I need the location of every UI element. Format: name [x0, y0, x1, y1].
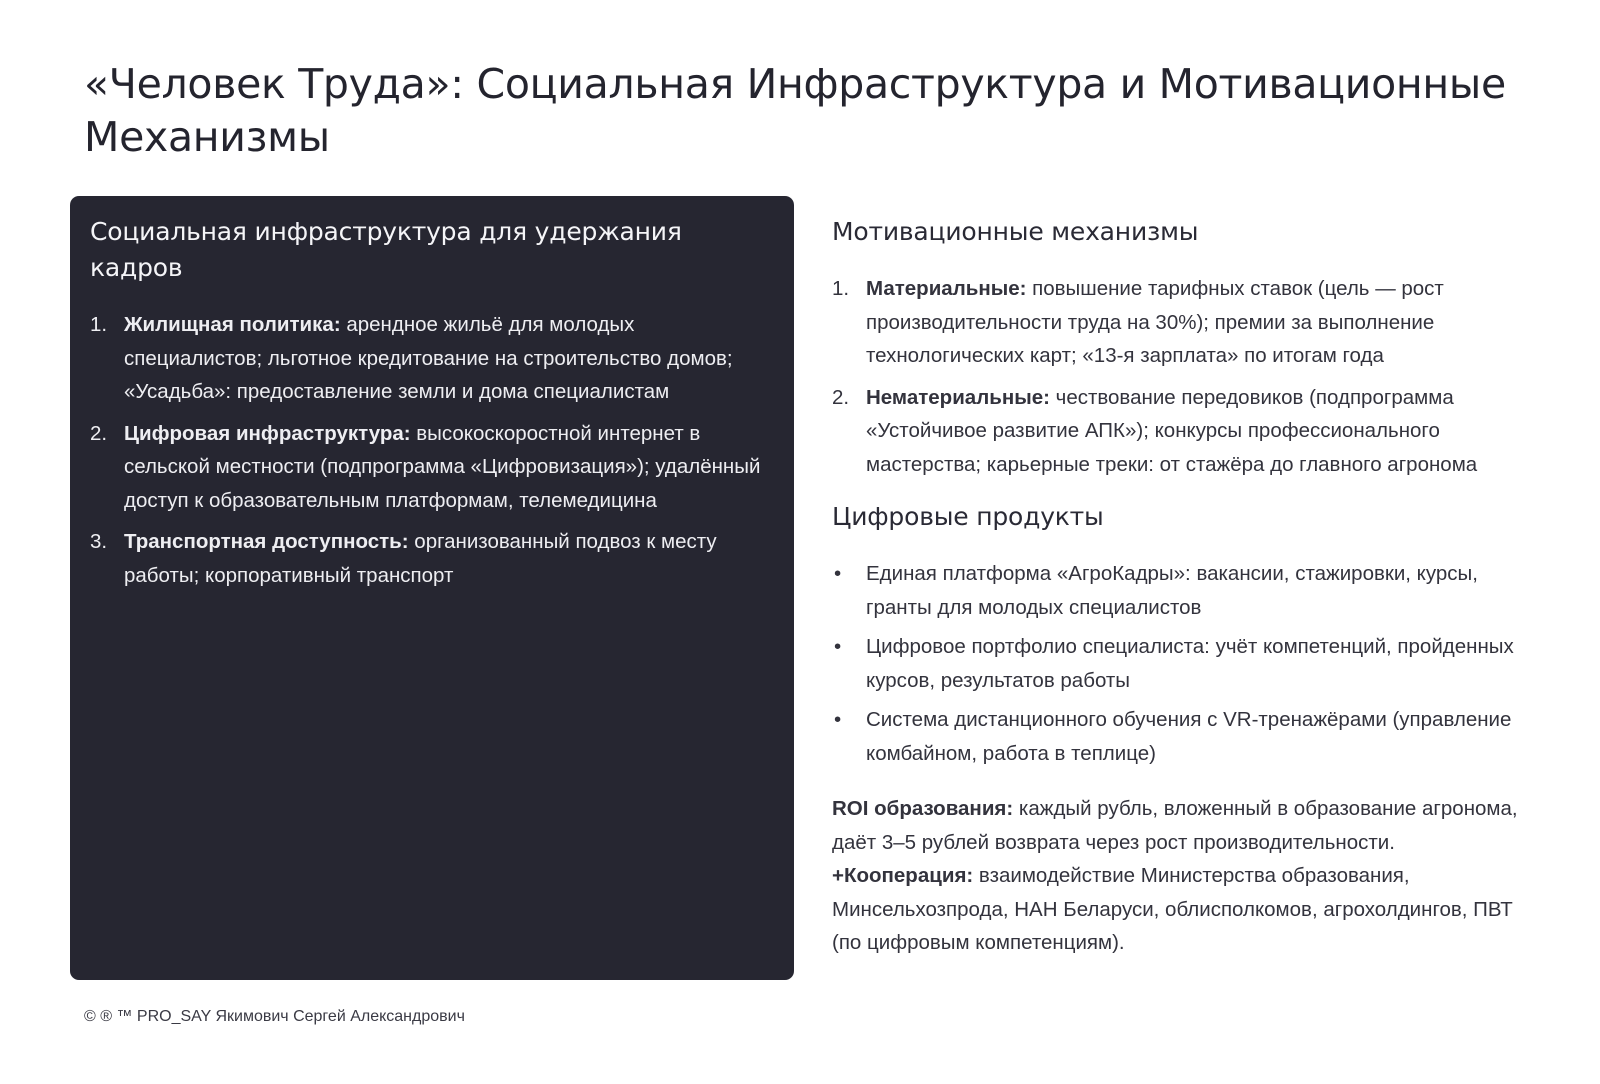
list-item-label: Материальные:	[866, 277, 1027, 300]
list-number: 1.	[832, 277, 850, 300]
list-number: 2.	[90, 421, 108, 445]
list-item-text: Цифровое портфолио специалиста: учёт компетенций, пройденных курсов, результатов работы	[866, 635, 1514, 692]
bullet-icon: •	[834, 562, 842, 585]
list-item-text: организованный подвоз к месту работы; корпоративный транспорт	[124, 530, 717, 587]
page-title: «Человек Труда»: Социальная Инфраструктура и Мотивационные Механизмы	[84, 60, 1506, 161]
footer-copyright: © ® ™ PRO_SAY Якимович Сергей Александрович	[84, 1008, 465, 1025]
list-number: 3.	[90, 530, 108, 553]
right-column	[832, 214, 1522, 960]
list-item-non-material	[832, 381, 1522, 482]
list-item-digital-infrastructure	[90, 417, 774, 518]
list-item-label: Цифровая инфраструктура:	[124, 421, 411, 445]
cooperation-label: +Кооперация:	[832, 864, 974, 887]
motivation-heading: Мотивационные механизмы	[832, 217, 1199, 246]
bullet-icon: •	[834, 635, 842, 658]
list-item-text: чествование передовиков (подпрограмма «Устойчивое развитие АПК»); конкурсы профессионального мастерства; карьерные треки: от стажёра до главного агронома	[866, 385, 1478, 476]
social-infrastructure-card	[70, 196, 794, 980]
roi-label: ROI образования:	[832, 797, 1014, 820]
list-item-housing	[90, 308, 774, 409]
list-item-vr-training	[832, 703, 1522, 770]
list-item-digital-portfolio	[832, 630, 1522, 697]
list-item-text: повышение тарифных ставок (цель — рост производительности труда на 30%); премии за выполнение технологических карт; «13-я зарплата» по итогам года	[866, 277, 1444, 367]
list-item-agrokadry-platform	[832, 557, 1522, 624]
list-item-material	[832, 272, 1522, 373]
list-item-text: высокоскоростной интернет в сельской местности (подпрограмма «Цифровизация»); удалённый доступ к образовательным платформам, телемедицина	[124, 421, 761, 512]
social-infrastructure-heading: Социальная инфраструктура для удержания кадров	[90, 217, 682, 282]
digital-products-heading: Цифровые продукты	[832, 502, 1104, 531]
list-item-text: арендное жильё для молодых специалистов; льготное кредитование на строительство домов; «Усадьба»: предоставление земли и дома специалистам	[124, 313, 733, 403]
social-infrastructure-list	[90, 308, 774, 592]
roi-paragraph	[832, 792, 1522, 960]
list-item-label: Жилищная политика:	[124, 313, 341, 336]
roi-text: каждый рубль, вложенный в образование агронома, даёт 3–5 рублей возврата через рост производительности.	[832, 797, 1518, 854]
list-item-transport	[90, 525, 774, 592]
bullet-icon: •	[834, 708, 842, 731]
cooperation-text: взаимодействие Министерства образования, Минсельхозпрода, НАН Беларуси, облисполкомов, агрохолдингов, ПВТ (по цифровым компетенциям).	[832, 864, 1513, 954]
list-item-label: Транспортная доступность:	[124, 530, 409, 553]
motivation-list	[832, 272, 1522, 481]
list-number: 2.	[832, 385, 850, 409]
list-number: 1.	[90, 313, 108, 336]
digital-products-list	[832, 557, 1522, 770]
list-item-label: Нематериальные:	[866, 385, 1050, 409]
list-item-text: Единая платформа «АгроКадры»: вакансии, стажировки, курсы, гранты для молодых специалистов	[866, 562, 1478, 619]
list-item-text: Система дистанционного обучения с VR-тренажёрами (управление комбайном, работа в теплице)	[866, 708, 1512, 765]
